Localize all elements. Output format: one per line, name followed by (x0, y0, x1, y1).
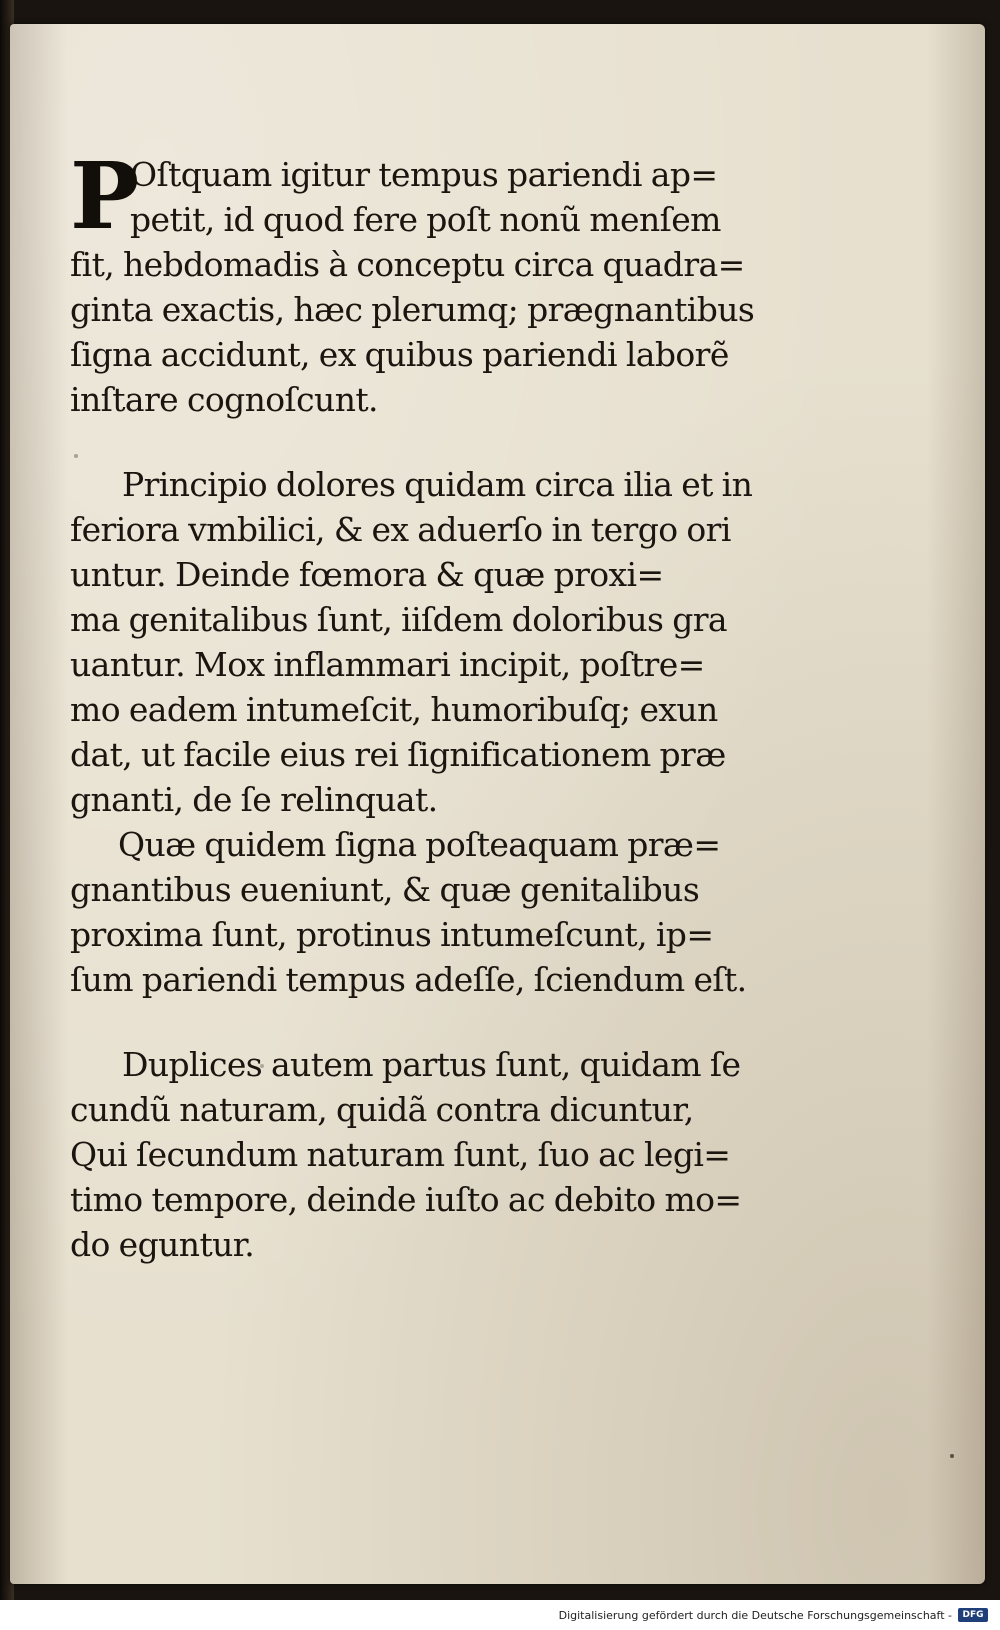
ink-speck (74, 454, 78, 458)
ink-speck (260, 1064, 264, 1068)
text-line: inſtare cognoſcunt. (70, 380, 378, 419)
paragraph-3 (70, 822, 785, 1002)
page-text (70, 142, 785, 1267)
text-line: gnanti, de ſe relinquat. (70, 780, 438, 819)
text-line: dat, ut facile eius rei ſignificationem præ (70, 735, 726, 774)
text-line: petit, id quod fere poſt nonũ menſem (130, 200, 721, 239)
text-line: ginta exactis, hæc plerumq; prægnantibus (70, 290, 755, 329)
paragraph-1 (70, 142, 785, 422)
drop-cap-initial: P (70, 142, 139, 250)
dfg-logo: DFG (958, 1608, 988, 1622)
text-line: ma genitalibus ſunt, iiſdem doloribus gra (70, 600, 728, 639)
text-line: gnantibus eueniunt, & quæ genitalibus (70, 870, 700, 909)
text-line: Quæ quidem ſigna poſteaquam præ= (118, 825, 721, 864)
paragraph-4 (70, 1042, 785, 1267)
text-line: timo tempore, deinde iuſto ac debito mo= (70, 1180, 742, 1219)
text-line: Principio dolores quidam circa ilia et in (122, 465, 753, 504)
text-line: fit, hebdomadis à conceptu circa quadra= (70, 245, 745, 284)
paragraph-2 (70, 462, 785, 822)
book-page (10, 24, 985, 1584)
text-line: do eguntur. (70, 1225, 255, 1264)
text-line: proxima ſunt, protinus intumeſcunt, ip= (70, 915, 714, 954)
paragraph-spacer (70, 1002, 785, 1042)
footer-bar (0, 1600, 1000, 1630)
text-line: cundũ naturam, quidã contra dicuntur, (70, 1090, 694, 1129)
text-line: ſum pariendi tempus adeſſe, ſciendum eſt. (70, 960, 747, 999)
text-line: ſigna accidunt, ex quibus pariendi laborẽ (70, 335, 729, 374)
ink-speck (950, 1454, 954, 1458)
digitization-credit: Digitalisierung gefördert durch die Deutsche Forschungsgemeinschaft - (558, 1609, 952, 1622)
paragraph-spacer (70, 422, 785, 462)
text-line: uantur. Mox inflammari incipit, poſtre= (70, 645, 705, 684)
text-line: Duplices autem partus ſunt, quidam ſe (122, 1045, 741, 1084)
text-line: untur. Deinde fœmora & quæ proxi= (70, 555, 664, 594)
opening-lines (70, 142, 785, 250)
text-line: Oſtquam igitur tempus pariendi ap= (130, 155, 718, 194)
text-line: feriora vmbilici, & ex aduerſo in tergo ori (70, 510, 731, 549)
text-line: Qui ſecundum naturam ſunt, ſuo ac legi= (70, 1135, 731, 1174)
text-line: mo eadem intumeſcit, humoribuſq; exun (70, 690, 718, 729)
